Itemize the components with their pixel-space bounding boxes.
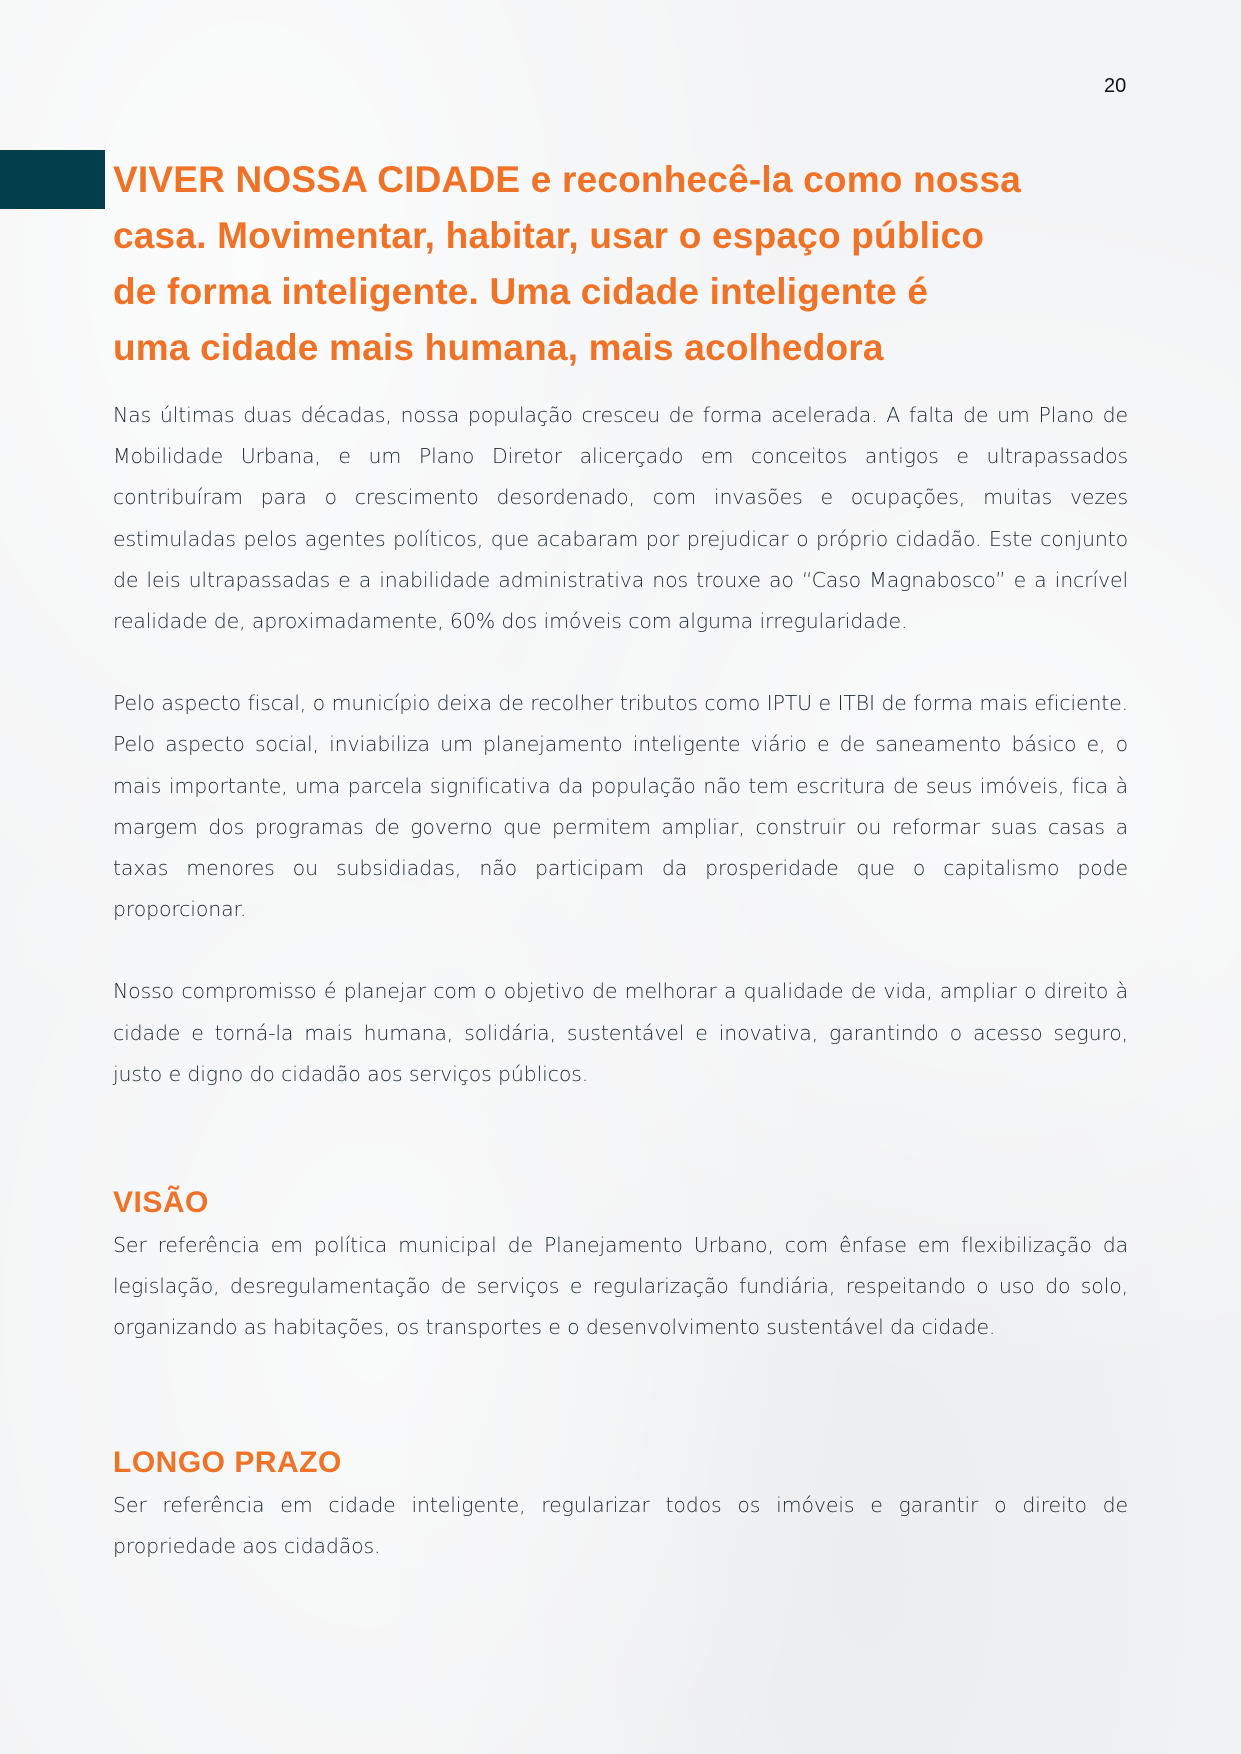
- page-number: 20: [1104, 75, 1127, 97]
- heading-line: de forma inteligente. Uma cidade inteligente é: [113, 271, 929, 312]
- section-visao: [113, 1183, 1128, 1349]
- section-longo-prazo: [113, 1443, 1128, 1567]
- heading-line: uma cidade mais humana, mais acolhedora: [113, 327, 884, 368]
- section-title-longo-prazo: LONGO PRAZO: [113, 1446, 342, 1479]
- body-content: [113, 395, 1128, 1095]
- section-text-longo-prazo: Ser referência em cidade inteligente, regularizar todos os imóveis e garantir o direito de propriedade aos cidadãos.: [113, 1493, 1128, 1559]
- section-text-visao: Ser referência em política municipal de Planejamento Urbano, com ênfase em flexibilização da legislação, desregulamentação de serviços e regularização fundiária, respeitando o uso do solo, organizando as habitações, os transportes e o desenvolvimento sustentável da cidade.: [113, 1233, 1128, 1340]
- heading-line: VIVER NOSSA CIDADE e reconhecê-la como nossa: [113, 159, 1022, 200]
- page-heading: [113, 152, 1143, 376]
- heading-line: casa. Movimentar, habitar, usar o espaço público: [113, 215, 985, 256]
- paragraph-population-growth: Nas últimas duas décadas, nossa população cresceu de forma acelerada. A falta de um Plano de Mobilidade Urbana, e um Plano Diretor alicerçado em conceitos antigos e ultrapassados contribuíram para o crescimento desordenado, com invasões e ocupações, muitas vezes estimuladas pelos agentes políticos, que acabaram por prejudicar o próprio cidadão. Este conjunto de leis ultrapassadas e a inabilidade administrativa nos trouxe ao “Caso Magnabosco” e a incrível realidade de, aproximadamente, 60% dos imóveis com alguma irregularidade.: [113, 403, 1128, 634]
- accent-bar: [0, 150, 105, 209]
- section-title-visao: VISÃO: [113, 1186, 209, 1219]
- paragraph-fiscal-social: Pelo aspecto fiscal, o município deixa de recolher tributos como IPTU e ITBI de forma mais eficiente. Pelo aspecto social, inviabiliza um planejamento inteligente viário e de saneamento básico e, o mais importante, uma parcela significativa da população não tem escritura de seus imóveis, fica à margem dos programas de governo que permitem ampliar, construir ou reformar suas casas a taxas menores ou subsidiadas, não participam da prosperidade que o capitalismo pode proporcionar.: [113, 691, 1128, 922]
- paragraph-commitment: Nosso compromisso é planejar com o objetivo de melhorar a qualidade de vida, ampliar o direito à cidade e torná-la mais humana, solidária, sustentável e inovativa, garantindo o acesso seguro, justo e digno do cidadão aos serviços públicos.: [113, 979, 1128, 1086]
